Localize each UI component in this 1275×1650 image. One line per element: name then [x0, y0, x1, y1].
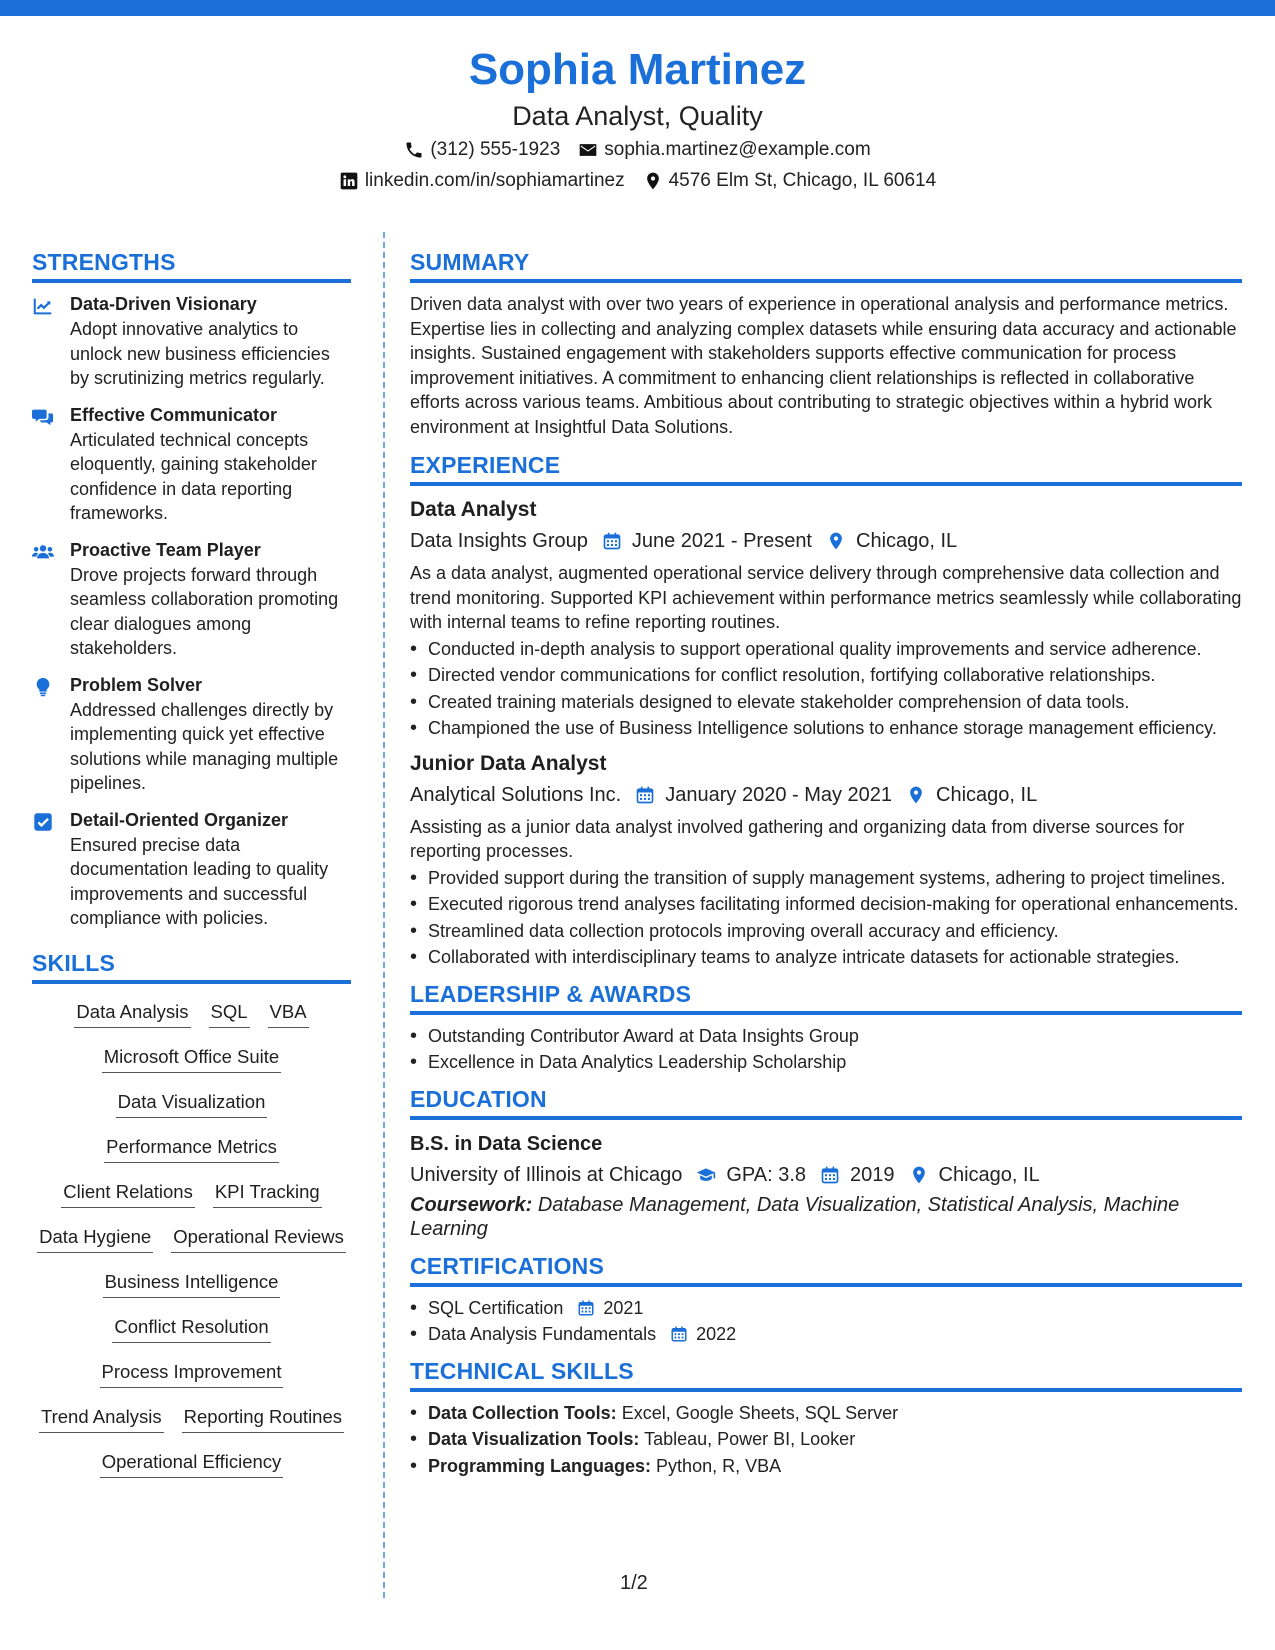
company-item: [410, 525, 588, 557]
strength-item: [32, 403, 351, 526]
job-bullet: • Directed vendor communications for conflict resolution, fortifying collaborative relationships.: [428, 663, 1242, 688]
email-item[interactable]: [578, 134, 870, 165]
email-text[interactable]: sophia.martinez@example.com: [604, 139, 871, 160]
strength-title: Proactive Team Player: [70, 539, 261, 560]
strength-desc: Articulated technical concepts eloquently, gaining stakeholder confidence in data reporting frameworks.: [70, 429, 317, 523]
technical-skill-item: [428, 1454, 1242, 1479]
comments-icon: [32, 403, 70, 526]
skill-row: [32, 1398, 351, 1443]
technical-skill-value: Tableau, Power BI, Looker: [644, 1429, 856, 1449]
experience-heading: EXPERIENCE: [410, 451, 1242, 486]
job-entry: [410, 495, 1242, 741]
school-item: [410, 1159, 682, 1191]
education-location-text: Chicago, IL: [938, 1163, 1040, 1186]
strengths-list: [32, 292, 351, 931]
skill-tag: Data Hygiene: [37, 1224, 153, 1253]
school-name: University of Illinois at Chicago: [410, 1163, 683, 1186]
job-bullets: [410, 637, 1242, 741]
certification-name: • Data Analysis Fundamentals: [428, 1324, 657, 1344]
phone-item: [404, 134, 560, 165]
right-column: [410, 248, 1242, 1480]
technical-skill-label: Data Visualization Tools:: [428, 1429, 640, 1449]
column-divider: [383, 232, 385, 1598]
linkedin-icon: [339, 171, 359, 191]
envelope-icon: [578, 140, 598, 160]
coursework-text: Database Management, Data Visualization, Statistical Analysis, Machine Learning: [410, 1193, 1180, 1240]
chart-line-icon: [32, 292, 70, 391]
job-dates-item: [635, 779, 892, 811]
job-dates: January 2020 - May 2021: [665, 783, 893, 806]
company-item: [410, 779, 621, 811]
certification-item: [428, 1322, 1242, 1347]
strength-item: [32, 538, 351, 661]
skill-tag: Data Visualization: [116, 1089, 268, 1118]
calendar-icon: [602, 531, 622, 551]
coursework-label: Coursework:: [410, 1193, 533, 1216]
job-bullet: • Championed the use of Business Intelligence solutions to enhance storage management efficiency.: [428, 716, 1242, 741]
skill-tag: Business Intelligence: [103, 1269, 281, 1298]
skill-tag: Operational Reviews: [171, 1224, 346, 1253]
education-degree: B.S. in Data Science: [410, 1132, 603, 1155]
company-name: Analytical Solutions Inc.: [410, 783, 622, 806]
job-location: Chicago, IL: [936, 783, 1038, 806]
certifications-heading: CERTIFICATIONS: [410, 1252, 1242, 1287]
address-item: [643, 165, 937, 196]
skill-row: [32, 1173, 351, 1218]
grad-year-item: [820, 1159, 895, 1191]
certifications-list: [410, 1296, 1242, 1347]
skill-row: [32, 1263, 351, 1308]
skill-tag: Microsoft Office Suite: [102, 1044, 281, 1073]
technical-skills-heading: TECHNICAL SKILLS: [410, 1357, 1242, 1392]
strength-item: [32, 808, 351, 931]
strength-desc: Addressed challenges directly by implementing quick yet effective solutions while managing multiple pipelines.: [70, 699, 339, 793]
calendar-icon-wrap: [664, 1325, 688, 1343]
strength-desc: Adopt innovative analytics to unlock new business efficiencies by scrutinizing metrics regularly.: [70, 319, 330, 388]
award-item: • Excellence in Data Analytics Leadership Scholarship: [428, 1050, 1242, 1075]
certification-name: • SQL Certification: [428, 1297, 564, 1318]
contact-line-1: [0, 134, 1275, 165]
technical-skill-value: Python, R, VBA: [656, 1455, 782, 1476]
skills-heading: SKILLS: [32, 949, 351, 984]
address-text: 4576 Elm St, Chicago, IL 60614: [668, 170, 937, 191]
company-name: Data Insights Group: [410, 530, 588, 552]
candidate-title: Data Analyst, Quality: [512, 101, 763, 131]
summary-heading: SUMMARY: [410, 248, 1242, 283]
job-description: As a data analyst, augmented operational service delivery through comprehensive data collection and trend monitoring. Supported KPI achievement within performance metrics seamlessly while collaborating with internal teams to refine reporting routines.: [410, 563, 1242, 632]
graduation-cap-icon: [696, 1165, 716, 1185]
job-description: Assisting as a junior data analyst involved gathering and organizing data from diverse sources for reporting processes.: [410, 816, 1185, 861]
map-pin-icon: [643, 171, 663, 191]
skill-row: [32, 1218, 351, 1263]
calendar-icon: [670, 1325, 688, 1343]
lightbulb-icon: [32, 673, 70, 796]
map-pin-icon: [906, 785, 926, 805]
certification-year: 2021: [603, 1297, 644, 1318]
job-location-item: [826, 525, 957, 557]
phone-icon: [404, 140, 424, 160]
job-location-item: [906, 779, 1037, 811]
map-pin-icon: [826, 531, 846, 551]
certification-year: 2022: [696, 1324, 737, 1344]
skills-list: [32, 993, 351, 1488]
skill-tag: Trend Analysis: [39, 1404, 164, 1433]
calendar-icon: [820, 1165, 840, 1185]
skill-row: [32, 1038, 351, 1083]
strength-body: [70, 808, 351, 931]
calendar-icon: [577, 1299, 595, 1317]
users-icon: [32, 538, 70, 661]
experience-list: [410, 495, 1242, 970]
job-bullet: • Provided support during the transition of supply management systems, adhering to project timelines.: [428, 866, 1242, 891]
skill-tag: SQL: [209, 999, 250, 1028]
linkedin-item[interactable]: [339, 165, 625, 196]
gpa-item: [696, 1159, 806, 1191]
calendar-icon: [635, 785, 655, 805]
calendar-icon-wrap: [571, 1299, 595, 1317]
strength-item: [32, 673, 351, 796]
leadership-heading: LEADERSHIP & AWARDS: [410, 980, 1242, 1015]
job-title: Data Analyst: [410, 498, 537, 521]
job-bullet: • Executed rigorous trend analyses facilitating informed decision-making for operational enhancements.: [428, 892, 1242, 917]
technical-skill-label: Programming Languages:: [428, 1455, 652, 1476]
job-dates-item: [602, 525, 812, 557]
strength-body: [70, 673, 351, 796]
job-dates: June 2021 - Present: [631, 530, 812, 552]
job-location: Chicago, IL: [856, 530, 958, 552]
technical-skill-item: [428, 1401, 1242, 1426]
technical-skill-value: Excel, Google Sheets, SQL Server: [621, 1402, 899, 1423]
check-square-icon: [32, 808, 70, 931]
strength-desc: Drove projects forward through seamless collaboration promoting clear dialogues among stakeholders.: [70, 564, 339, 658]
strength-title: Detail-Oriented Organizer: [70, 809, 289, 830]
resume-header: [0, 42, 1275, 196]
certification-item: [428, 1296, 1242, 1321]
linkedin-text[interactable]: linkedin.com/in/sophiamartinez: [364, 170, 625, 191]
technical-skill-item: [428, 1427, 1242, 1452]
certification-row: [428, 1296, 1242, 1321]
grad-year-text: 2019: [850, 1163, 895, 1186]
leadership-list: [410, 1024, 1242, 1075]
skill-tag: Data Analysis: [74, 999, 190, 1028]
top-accent-bar: [0, 0, 1275, 16]
job-entry: [410, 749, 1242, 970]
skill-row: [32, 1353, 351, 1398]
strength-body: [70, 292, 351, 391]
skill-tag: Performance Metrics: [104, 1134, 279, 1163]
skill-tag: Client Relations: [61, 1179, 195, 1208]
strength-body: [70, 538, 351, 661]
skill-tag: Reporting Routines: [182, 1404, 344, 1433]
job-bullet: • Collaborated with interdisciplinary teams to analyze intricate datasets for actionable strategies.: [428, 945, 1242, 970]
strength-desc: Ensured precise data documentation leading to quality improvements and successful compliance with policies.: [70, 834, 329, 928]
strengths-heading: STRENGTHS: [32, 248, 351, 283]
technical-skill-label: Data Collection Tools:: [428, 1402, 617, 1423]
gpa-text: GPA: 3.8: [726, 1163, 807, 1186]
certification-row: [428, 1322, 1242, 1347]
education-meta: [410, 1159, 1242, 1191]
skill-row: [32, 1443, 351, 1488]
skill-tag: VBA: [268, 999, 309, 1028]
skill-tag: Operational Efficiency: [100, 1449, 284, 1478]
map-pin-icon: [909, 1165, 929, 1185]
education-location-item: [909, 1159, 1040, 1191]
skill-tag: Conflict Resolution: [112, 1314, 270, 1343]
skill-row: [32, 1128, 351, 1173]
award-item: • Outstanding Contributor Award at Data Insights Group: [428, 1024, 1242, 1049]
job-meta: [410, 779, 1242, 811]
strength-title: Problem Solver: [70, 674, 203, 695]
skills-section: [32, 949, 351, 1488]
candidate-name: Sophia Martinez: [468, 45, 807, 94]
education-heading: EDUCATION: [410, 1085, 1242, 1120]
strength-title: Data-Driven Visionary: [70, 294, 257, 314]
job-bullet: • Created training materials designed to elevate stakeholder comprehension of data tools.: [428, 690, 1242, 715]
page-number: 1/2: [620, 1572, 648, 1594]
strength-item: [32, 292, 351, 391]
job-bullets: [410, 866, 1242, 970]
technical-skills-list: [410, 1401, 1242, 1479]
skill-tag: KPI Tracking: [213, 1179, 322, 1208]
skill-row: [32, 1308, 351, 1353]
job-title: Junior Data Analyst: [410, 751, 607, 775]
coursework: [410, 1193, 1242, 1242]
job-bullet: • Streamlined data collection protocols improving overall accuracy and efficiency.: [428, 919, 1242, 944]
phone-text: (312) 555-1923: [430, 139, 561, 160]
job-bullet: • Conducted in-depth analysis to support operational quality improvements and service adherence.: [428, 637, 1242, 662]
left-column: [32, 248, 351, 1488]
skill-row: [32, 1083, 351, 1128]
skill-row: [32, 993, 351, 1038]
strength-body: [70, 403, 351, 526]
contact-line-2: [0, 165, 1275, 196]
summary-text: Driven data analyst with over two years of experience in operational analysis and performance metrics. Expertise lies in collecting and analyzing complex datasets while ensuring data accuracy and actionable insights. Sustained engagement with stakeholders supports effective communication for process improvement initiatives. A commitment to enhancing client relationships is reflected in collaborative efforts across various teams. Ambitious about contributing to strategic objectives within a hybrid work environment at Insightful Data Solutions.: [410, 294, 1237, 437]
strength-title: Effective Communicator: [70, 404, 278, 425]
skill-tag: Process Improvement: [100, 1359, 284, 1388]
job-meta: [410, 525, 1242, 557]
